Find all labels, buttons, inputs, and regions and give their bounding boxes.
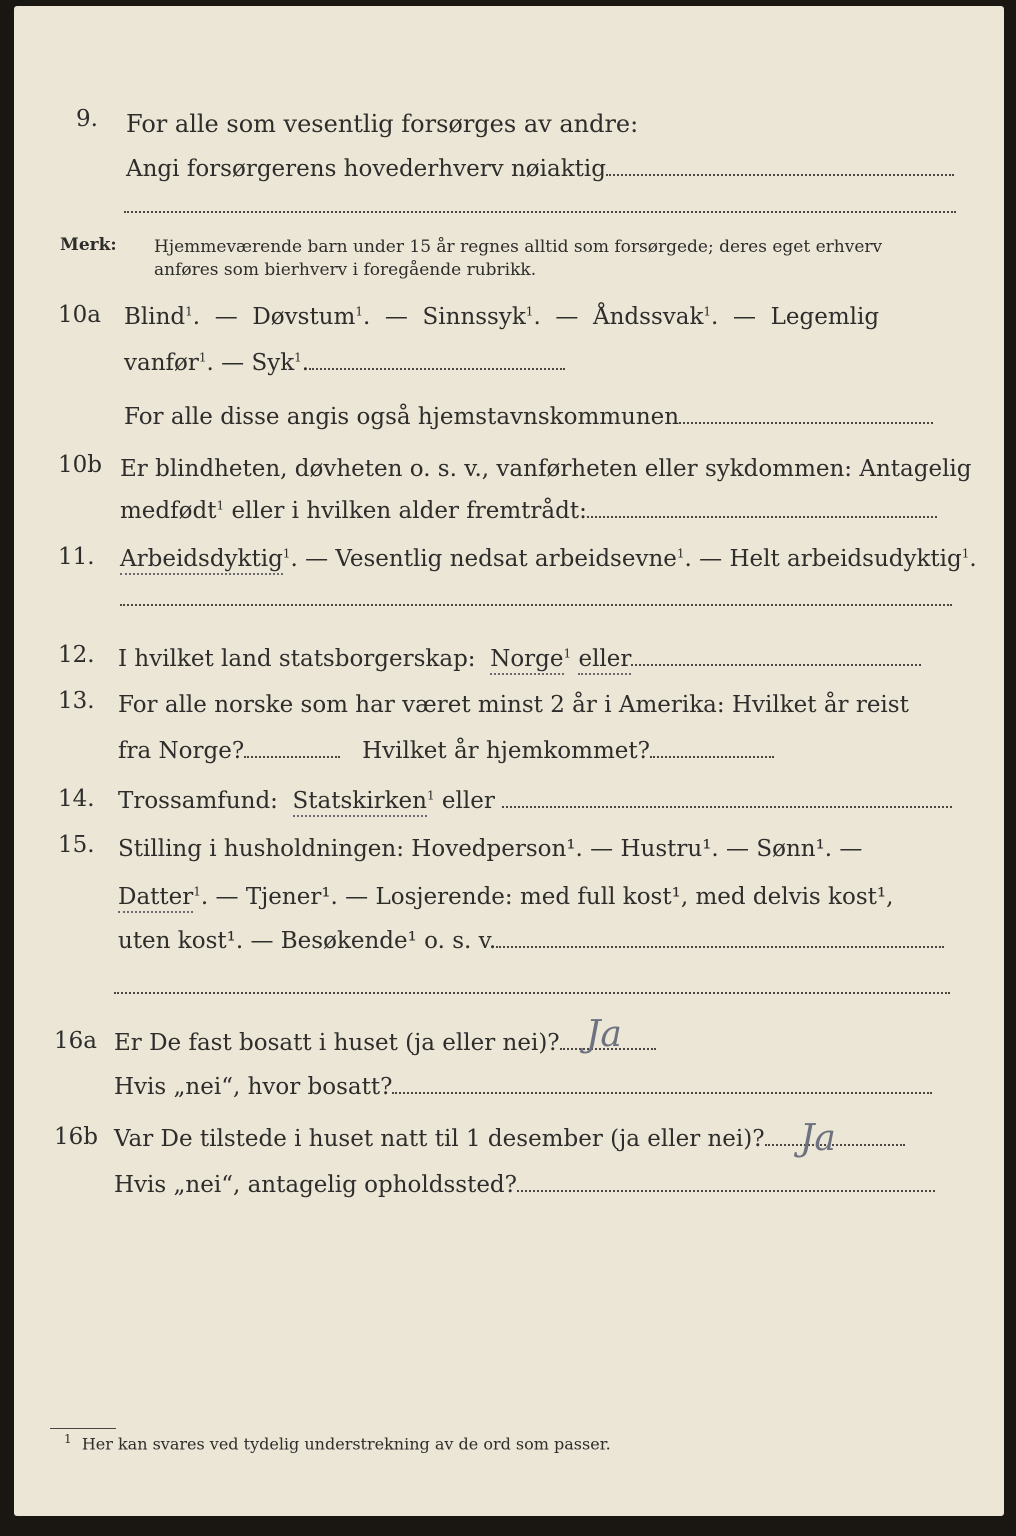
q9-number: 9. [76,106,98,132]
q15-line3 [118,928,944,954]
q14-text: Trossamfund: [118,788,278,814]
option-nedsat-arbeidsevne[interactable]: — Vesentlig nedsat arbeidsevne [305,546,677,572]
footnote-text: Her kan svares ved tydelig understrekning av de ord som passer. [81,1434,611,1454]
q12-eller: eller [578,646,631,675]
q16b-number: 16b [54,1124,98,1150]
q14-line: Trossamfund: Statskirken$^1$ eller [118,788,952,814]
q16a-line2 [114,1074,932,1100]
q13-fra-norge: fra Norge? [118,738,245,764]
q16a-hvor-bosatt: Hvis „nei“, hvor bosatt? [114,1074,393,1100]
q13-hjem-field[interactable] [650,756,774,758]
q15-line2-text: — Tjener¹. — Losjerende: med full kost¹, med delvis kost¹, [215,884,894,910]
option-syk[interactable]: Syk [251,350,295,376]
q15-line2: Datter$^1$. — Tjener¹. — Losjerende: med full kost¹, med delvis kost¹, [118,884,893,910]
q9-answer-field[interactable] [606,174,954,176]
q16b-question: Var De tilstede i huset natt til 1 desember (ja eller nei)? [114,1126,765,1152]
q12-answer-field[interactable] [631,664,921,666]
q13-line1: For alle norske som har været minst 2 år i Amerika: Hvilket år reist [118,692,909,718]
q16a-line1 [114,1030,656,1056]
q15-answer-field[interactable] [496,946,944,948]
option-statskirken-underlined[interactable]: Statskirken [293,788,427,817]
merk-line2: anføres som bierhverv i foregående rubrikk. [154,260,537,280]
option-arbeidsdyktig-underlined[interactable]: Arbeidsdyktig [120,546,283,575]
q15-number: 15. [58,832,95,858]
option-helt-arbeidsudyktig[interactable]: — Helt arbeidsudyktig [699,546,962,572]
q13-line2 [118,738,774,764]
q13-hjemkommet: Hvilket år hjemkommet? [362,738,650,764]
q10a-line2: vanfør$^1$. — Syk$^1$. [124,350,565,376]
q14-answer-field[interactable] [502,806,952,808]
q14-number: 14. [58,786,95,812]
q12-line: I hvilket land statsborgerskap: Norge$^1$ eller [118,646,921,672]
q9-line2 [126,156,954,182]
option-medfodt[interactable]: medfødt [120,498,217,524]
option-norge-underlined[interactable]: Norge [490,646,563,675]
q10b-number: 10b [58,452,102,478]
q10b-answer-field[interactable] [587,516,937,518]
q10b-line2: medfødt$^1$ eller i hvilken alder fremtrådt: [120,498,937,524]
option-datter-underlined[interactable]: Datter [118,884,193,913]
q12-text: I hvilket land statsborgerskap: [118,646,476,672]
q10a-syk-field[interactable] [309,368,565,370]
q16b-opholdssted: Hvis „nei“, antagelig opholdssted? [114,1172,517,1198]
option-andssvak[interactable]: Åndssvak [593,304,704,330]
q9-line2-text: Angi forsørgerens hovederhverv nøiaktig [126,156,606,182]
q10a-line3-text: For alle disse angis også hjemstavnskommunen [124,404,680,430]
footnote-mark: 1 [64,1432,72,1446]
q16b-line2 [114,1172,935,1198]
q10a-line3 [124,404,933,430]
merk-line1: Hjemmeværende barn under 15 år regnes alltid som forsørgede; deres eget erhverv [154,237,883,257]
footnote-rule [50,1428,116,1429]
q16b-line1 [114,1126,905,1152]
merk-label: Merk: [60,235,117,255]
option-dovstum[interactable]: Døvstum [252,304,356,330]
option-vanfor[interactable]: vanfør [124,350,199,376]
q16a-bosatt-field[interactable] [392,1092,932,1094]
q15-line1: Stilling i husholdningen: Hovedperson¹. — Hustru¹. — Sønn¹. — [118,836,863,862]
q10b-line1: Er blindheten, døvheten o. s. v., vanførheten eller sykdommen: Antagelig [120,456,972,482]
option-blind[interactable]: Blind [124,304,186,330]
q14-eller: eller [441,788,495,814]
q12-number: 12. [58,642,95,668]
q16a-handwritten-answer: Ja [586,1014,622,1055]
q10b-line2-text: eller i hvilken alder fremtrådt: [231,498,587,524]
census-form-page [14,6,1004,1516]
q16a-question: Er De fast bosatt i huset (ja eller nei)? [114,1030,560,1056]
q16b-opholdssted-field[interactable] [517,1190,935,1192]
q15-line3-text: uten kost¹. — Besøkende¹ o. s. v. [118,928,497,954]
footnote [64,1432,611,1453]
q10a-line1: Blind$^1$. — Døvstum$^1$. — Sinnssyk$^1$. — Åndssvak$^1$. — Legemlig [124,304,880,330]
option-legemlig[interactable]: Legemlig [770,304,880,330]
q10a-hjemstavn-field[interactable] [679,422,933,424]
option-sinnssyk[interactable]: Sinnssyk [422,304,526,330]
q11-number: 11. [58,544,95,570]
q16b-handwritten-answer: Ja [800,1118,836,1159]
q13-fra-field[interactable] [244,756,340,758]
q9-extra-line[interactable] [124,211,956,213]
q11-extra-line[interactable] [120,604,952,606]
q11-line: Arbeidsdyktig$^1$. — Vesentlig nedsat arbeidsevne$^1$. — Helt arbeidsudyktig$^1$. [120,546,977,572]
q9-line1: For alle som vesentlig forsørges av andre: [126,110,639,138]
q13-number: 13. [58,688,95,714]
q10a-number: 10a [58,302,101,328]
q16a-number: 16a [54,1028,97,1054]
q15-extra-line[interactable] [114,992,950,994]
